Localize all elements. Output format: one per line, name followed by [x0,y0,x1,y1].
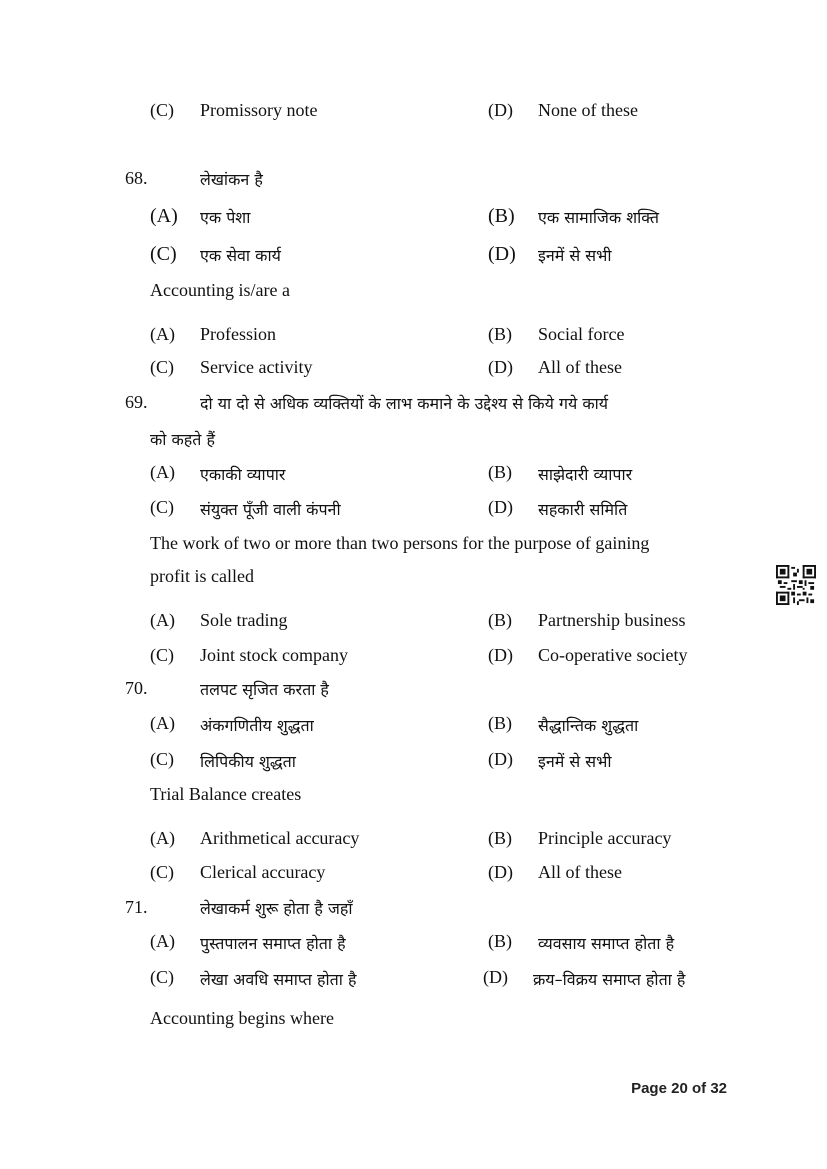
option-label: (B) [488,462,512,482]
question-number: 70. [125,678,148,698]
page-of: of [691,1080,707,1097]
option-label: (D) [483,967,508,987]
option-text-hindi: लेखा अवधि समाप्त होता है [200,970,357,989]
option-label: (D) [488,357,513,377]
option-label: (C) [150,967,174,987]
option-text-hindi: सहकारी समिति [538,500,628,519]
option-label: (C) [150,862,174,882]
option-label: (A) [150,828,175,848]
page-total: 32 [710,1080,727,1097]
option-label: (A) [150,324,175,344]
option-label: (B) [488,610,512,630]
option-label: (A) [150,713,175,733]
option-text-hindi: एकाकी व्यापार [200,465,286,484]
option-label: (B) [488,931,512,951]
option-text: Principle accuracy [538,828,672,848]
option-text: All of these [538,357,622,377]
option-text-hindi: एक सेवा कार्य [200,246,281,265]
question-text-hindi: दो या दो से अधिक व्यक्तियों के लाभ कमाने के उद्देश्य से किये गये कार्य [200,394,609,413]
option-label: (C) [150,749,174,769]
option-label: (C) [150,243,177,265]
option-text: Sole trading [200,610,288,630]
question-text-hindi: लेखाकर्म शुरू होता है जहाँ [200,899,353,918]
option-text-hindi: अंकगणितीय शुद्धता [200,716,314,735]
option-text: None of these [538,100,638,120]
option-text-hindi: सैद्धान्तिक शुद्धता [538,716,639,735]
page-footer [631,1080,727,1097]
option-label: (D) [488,645,513,665]
qr-code-icon [776,565,816,605]
option-text: Profession [200,324,276,344]
option-label: (C) [150,100,174,120]
option-label: (B) [488,828,512,848]
page-prefix: Page [631,1080,667,1097]
question-text-english: Accounting is/are a [150,280,290,300]
question-text-hindi: को कहते हैं [150,430,216,449]
question-text-hindi: तलपट सृजित करता है [200,680,329,699]
option-label: (A) [150,462,175,482]
option-label: (A) [150,205,178,227]
option-text-hindi: एक पेशा [200,208,251,227]
option-text: Co-operative society [538,645,688,665]
option-label: (C) [150,497,174,517]
option-label: (A) [150,610,175,630]
option-text: Promissory note [200,100,318,120]
option-text-hindi: एक सामाजिक शक्ति [538,208,660,227]
question-text-hindi: लेखांकन है [200,170,263,189]
option-text-hindi: क्रय–विक्रय समाप्त होता है [533,970,686,989]
option-label: (B) [488,713,512,733]
option-label: (A) [150,931,175,951]
option-label: (D) [488,749,513,769]
option-label: (B) [488,324,512,344]
option-label: (C) [150,357,174,377]
option-label: (D) [488,100,513,120]
question-text-english: The work of two or more than two persons for the purpose of gaining [150,533,650,553]
option-text-hindi: लिपिकीय शुद्धता [200,752,296,771]
question-number: 69. [125,392,148,412]
question-text-english: Trial Balance creates [150,784,302,804]
question-number: 68. [125,168,148,188]
option-text-hindi: इनमें से सभी [538,246,612,265]
option-text-hindi: पुस्तपालन समाप्त होता है [200,934,346,953]
option-text: Partnership business [538,610,686,630]
option-text-hindi: साझेदारी व्यापार [538,465,633,484]
option-text: All of these [538,862,622,882]
option-label: (B) [488,205,515,227]
option-text: Service activity [200,357,313,377]
option-text-hindi: संयुक्त पूँजी वाली कंपनी [200,500,341,519]
option-text-hindi: इनमें से सभी [538,752,612,771]
question-text-english: Accounting begins where [150,1008,334,1028]
option-label: (D) [488,862,513,882]
option-text: Joint stock company [200,645,348,665]
option-text: Social force [538,324,625,344]
question-text-english: profit is called [150,566,254,586]
option-text: Arithmetical accuracy [200,828,360,848]
page-current: 20 [671,1080,688,1097]
option-text: Clerical accuracy [200,862,326,882]
option-label: (D) [488,497,513,517]
option-text-hindi: व्यवसाय समाप्त होता है [538,934,675,953]
option-label: (C) [150,645,174,665]
question-number: 71. [125,897,148,917]
option-label: (D) [488,243,516,265]
